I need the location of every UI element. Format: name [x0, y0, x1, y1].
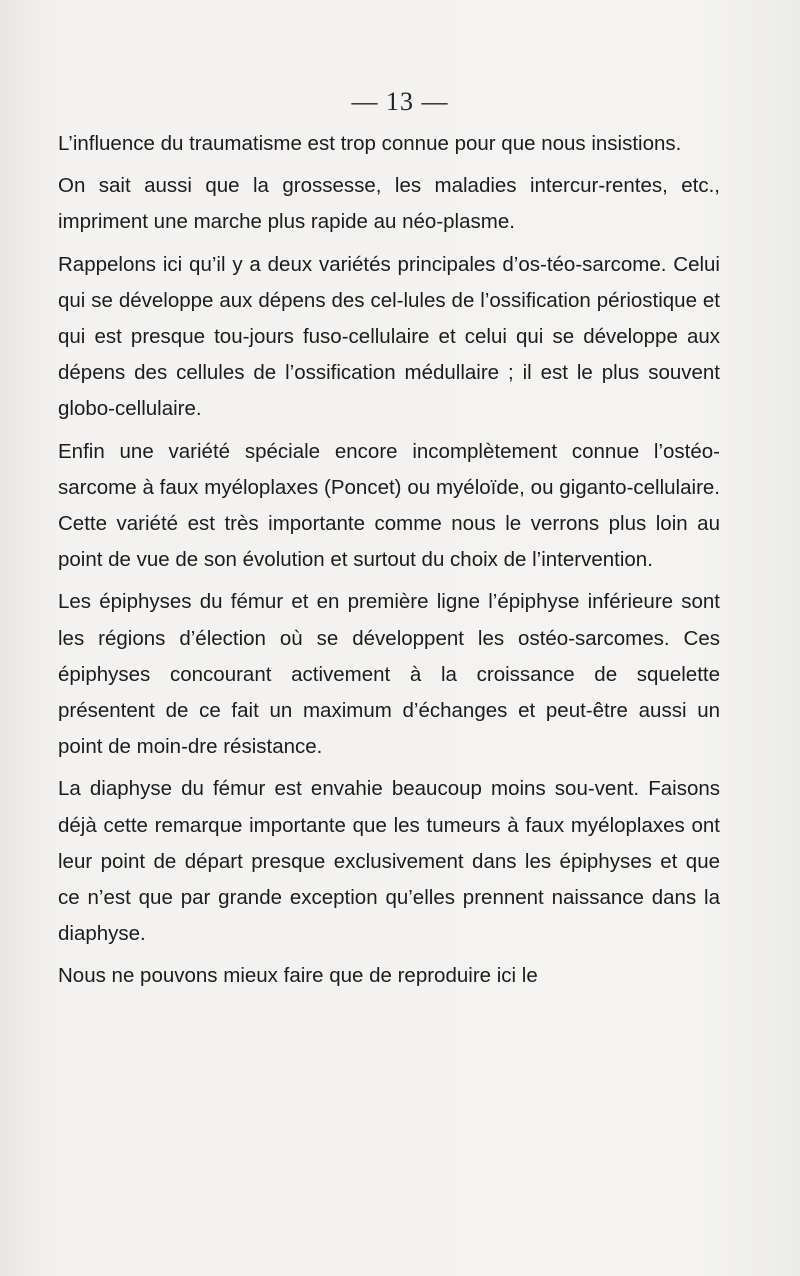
paragraph-myeloplaxes: Enfin une variété spéciale encore incomplètement connue l’ostéo-sarcome à faux myéloplaxes (Poncet) ou myéloïde, ou giganto-cellulaire. Cette variété est très importante comme nous le verrons plus loin au point de vue de son évolution et surtout du choix de l’intervention.	[58, 439, 720, 572]
body-text	[58, 126, 720, 995]
paragraph-traumatisme: L’influence du traumatisme est trop connue pour que nous insistions.	[58, 132, 682, 155]
paragraph-diaphyse: La diaphyse du fémur est envahie beaucoup moins sou-vent. Faisons déjà cette remarque importante que les tumeurs à faux myéloplaxes ont leur point de départ presque exclusivement dans les épiphyses et que ce n’est que par grande exception qu’elles prennent naissance dans la diaphyse.	[58, 777, 720, 946]
paragraph-grossesse: On sait aussi que la grossesse, les maladies intercur-rentes, etc., impriment une marche plus rapide au néo-plasme.	[58, 174, 720, 234]
paragraph-epiphyses: Les épiphyses du fémur et en première ligne l’épiphyse inférieure sont les régions d’élection où se développent les ostéo-sarcomes. Ces épiphyses concourant activement à la croissance de squelette présentent de ce fait un maximum d’échanges et peut-être aussi un point de moin-dre résistance.	[58, 590, 720, 759]
paragraph-varietes: Rappelons ici qu’il y a deux variétés principales d’os-téo-sarcome. Celui qui se développe aux dépens des cel-lules de l’ossification périostique et qui est presque tou-jours fuso-cellulaire et celui qui se développe aux dépens des cellules de l’ossification médullaire ; il est le plus souvent globo-cellulaire.	[58, 252, 720, 421]
paragraph-conclusion: Nous ne pouvons mieux faire que de reproduire ici le	[58, 964, 538, 988]
page-number: — 13 —	[351, 87, 449, 116]
